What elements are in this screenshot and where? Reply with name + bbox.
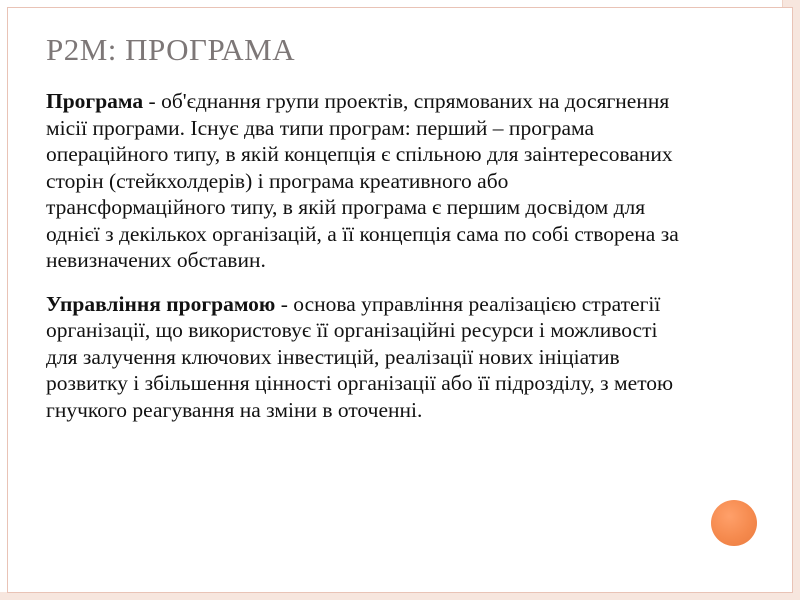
- paragraph-program-management: [46, 291, 686, 424]
- slide-title: P2M: ПРОГРАМА: [46, 32, 296, 67]
- term-program: Програма: [46, 89, 144, 113]
- definition-program: - об'єднання групи проектів, спрямованих на досягнення місії програми. Існує два типи програм: перший – програма операційного типу, в якій концепція є спільною для заінтересованих сторін (стейкхолдерів) і програма креативного або трансформаційного типу, в якій програма є першим досвідом для однієї з декількох організацій, а її концепція сама по собі створена за невизначених обставин.: [46, 89, 679, 272]
- definition-program-management: - основа управління реалізацією стратегії організації, що використовує її організаційні ресурси і можливості для залучення ключових інвестицій, реалізації нових ініціатив розвитку і збільшення цінності організації або її підрозділу, з метою гнучкого реагування на зміни в оточенні.: [46, 291, 674, 422]
- slide-body: [46, 88, 686, 440]
- term-program-management: Управління програмою: [46, 291, 276, 316]
- orange-circle-decoration: [711, 500, 757, 546]
- paragraph-program: [46, 88, 686, 274]
- bottom-decorative-band: [0, 592, 800, 600]
